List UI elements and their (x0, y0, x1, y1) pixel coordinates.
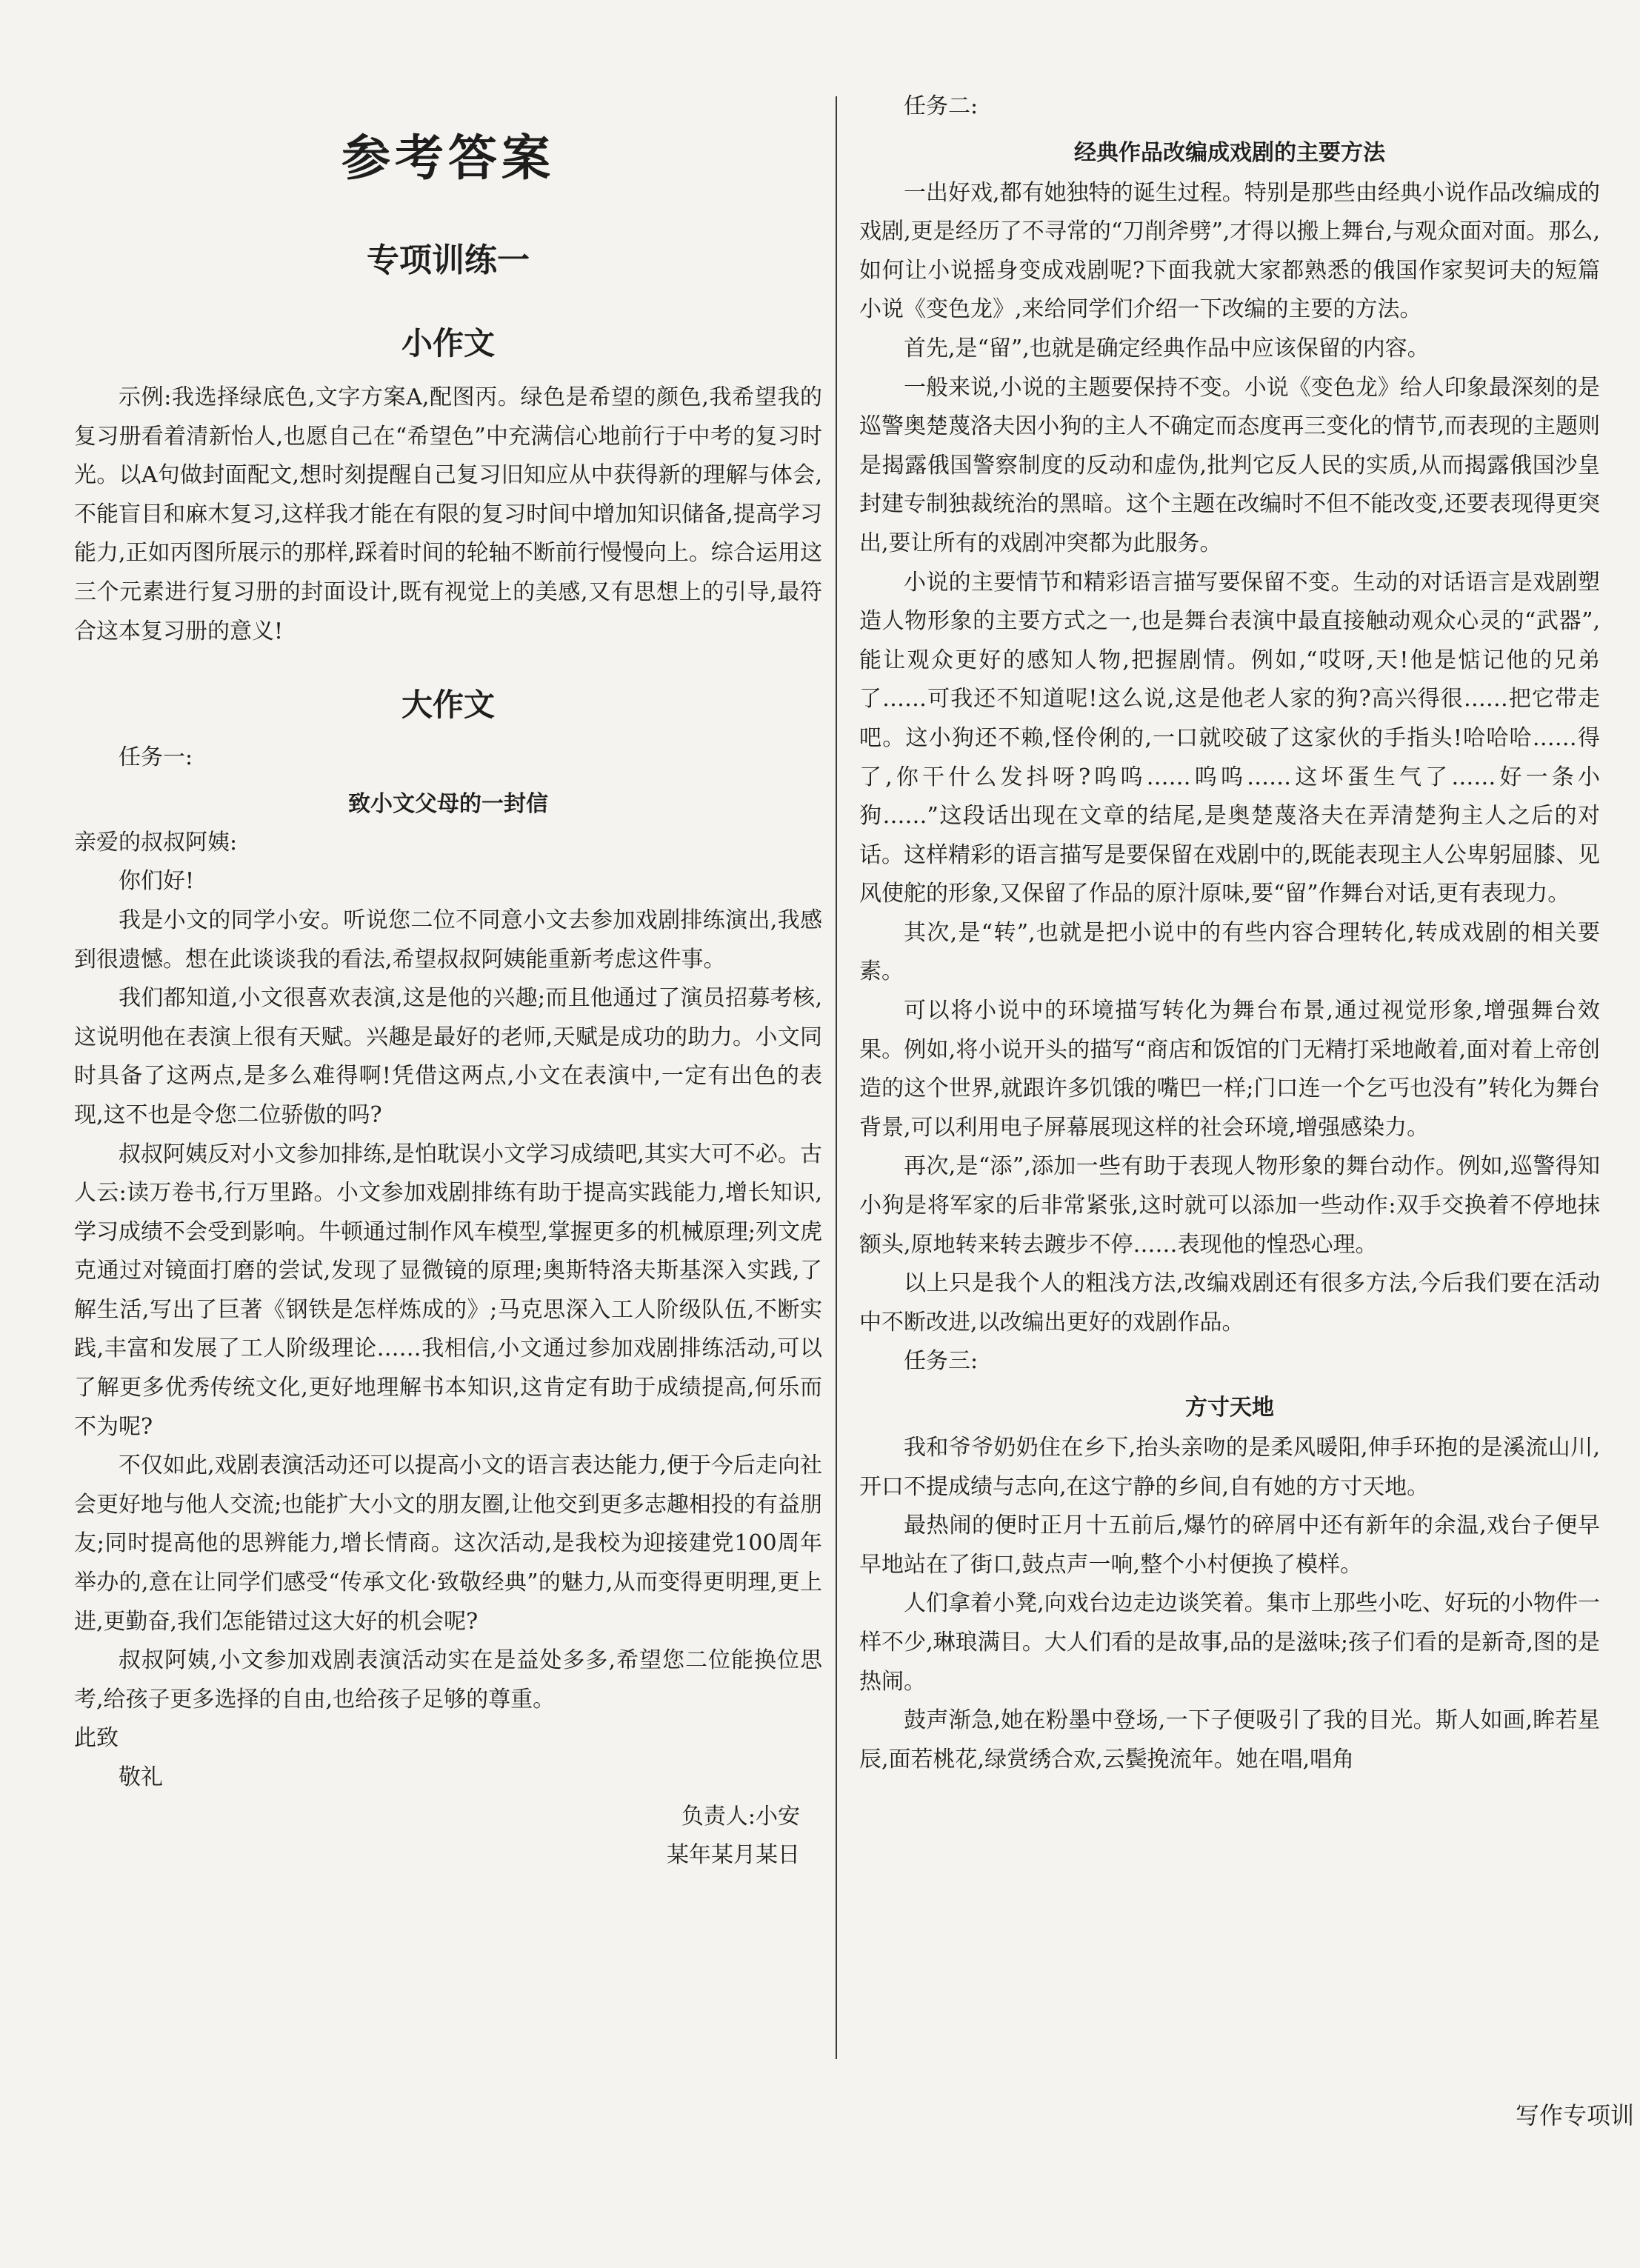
task2-paragraph: 再次,是“添”,添加一些有助于表现人物形象的舞台动作。例如,巡警得知小狗是将军家的后非常紧张,这时就可以添加一些动作:双手交换着不停地抹额头,原地转来转去踱步不停……表现他的惶恐心理。 (859, 1153, 1600, 1258)
letter-closing-2: 敬礼 (119, 1764, 163, 1790)
task1-label: 任务一: (119, 744, 193, 771)
letter-title: 致小文父母的一封信 (348, 790, 548, 817)
task3-paragraph: 最热闹的便时正月十五前后,爆竹的碎屑中还有新年的余温,戏台子便早早地站在了街口,鼓点声一响,整个小村便换了模样。 (859, 1512, 1600, 1578)
task2-label: 任务二: (904, 93, 979, 119)
letter-greeting: 你们好! (119, 868, 195, 895)
letter-paragraph: 我是小文的同学小安。听说您二位不同意小文去参加戏剧排练演出,我感到很遗憾。想在此谈谈我的看法,希望叔叔阿姨能重新考虑这件事。 (74, 907, 822, 973)
task2-paragraph: 可以将小说中的环境描写转化为舞台布景,通过视觉形象,增强舞台效果。例如,将小说开头的描写“商店和饭馆的门无精打采地敞着,面对着上帝创造的这个世界,就跟许多饥饿的嘴巴一样;门口连一个乞丐也没有”转化为舞台背景,可以利用电子屏幕展现这样的社会环境,增强感染力。 (859, 998, 1600, 1141)
task2-paragraph: 一出好戏,都有她独特的诞生过程。特别是那些由经典小说作品改编成的戏剧,更是经历了不寻常的“刀削斧劈”,才得以搬上舞台,与观众面对面。那么,如何让小说摇身变成戏剧呢?下面我就大家都熟悉的俄国作家契诃夫的短篇小说《变色龙》,来给同学们介绍一下改编的主要的方法。 (859, 179, 1600, 323)
task2-paragraph: 小说的主要情节和精彩语言描写要保留不变。生动的对话语言是戏剧塑造人物形象的主要方式之一,也是舞台表演中最直接触动观众心灵的“武器”,能让观众更好的感知人物,把握剧情。例如,“哎呀,天!他是惦记他的兄弟了……可我还不知道呢!这么说,这是他老人家的狗?高兴得很……把它带走吧。这小狗还不赖,怪伶俐的,一口就咬破了这家伙的手指头!哈哈哈……得了,你干什么发抖呀?呜呜……呜呜……这坏蛋生气了……好一条小狗……”这段话出现在文章的结尾,是奥楚蔑洛夫在弄清楚狗主人之后的对话。这样精彩的语言描写是要保留在戏剧中的,既能表现主人公卑躬屈膝、见风使舵的形象,又保留了作品的原汁原味,要“留”作舞台对话,更有表现力。 (859, 569, 1600, 907)
letter-paragraph: 不仅如此,戏剧表演活动还可以提高小文的语言表达能力,便于今后走向社会更好地与他人交流;也能扩大小文的朋友圈,让他交到更多志趣相投的有益朋友;同时提高他的思辨能力,增长情商。这次活动,是我校为迎接建党100周年举办的,意在让同学们感受“传承文化·致敬经典”的魅力,从而变得更明理,更上进,更勤奋,我们怎能错过这大好的机会呢? (74, 1452, 822, 1635)
right-column (859, 87, 1600, 1779)
task2-paragraph: 一般来说,小说的主题要保持不变。小说《变色龙》给人印象最深刻的是巡警奥楚蔑洛夫因小狗的主人不确定而态度再三变化的情节,而表现的主题则是揭露俄国警察制度的反动和虚伪,批判它反人民的实质,从而揭露俄国沙皇封建专制独裁统治的黑暗。这个主题在改编时不但不能改变,还要表现得更突出,要让所有的戏剧冲突都为此服务。 (859, 374, 1600, 556)
section-title: 专项训练一 (367, 241, 530, 279)
left-column (74, 89, 822, 1875)
small-essay-heading: 小作文 (401, 325, 495, 361)
page-footer: 写作专项训 (1515, 2101, 1634, 2129)
letter-closing-1: 此致 (74, 1725, 119, 1752)
task3-title: 方寸天地 (1185, 1395, 1274, 1421)
letter-signature: 负责人:小安 (681, 1803, 800, 1830)
page-title: 参考答案 (341, 129, 555, 187)
task2-paragraph: 以上只是我个人的粗浅方法,改编戏剧还有很多方法,今后我们要在活动中不断改进,以改编出更好的戏剧作品。 (859, 1270, 1600, 1335)
letter-paragraph: 我们都知道,小文很喜欢表演,这是他的兴趣;而且他通过了演员招募考核,这说明他在表演上很有天赋。兴趣是最好的老师,天赋是成功的助力。小文同时具备了这两点,是多么难得啊!凭借这两点,小文在表演中,一定有出色的表现,这不也是令您二位骄傲的吗? (74, 985, 822, 1128)
task3-label: 任务三: (904, 1348, 979, 1375)
task2-title: 经典作品改编成戏剧的主要方法 (1074, 139, 1385, 166)
letter-date: 某年某月某日 (667, 1842, 800, 1869)
letter-salutation: 亲爱的叔叔阿姨: (74, 829, 238, 855)
task2-paragraph: 其次,是“转”,也就是把小说中的有些内容合理转化,转成戏剧的相关要素。 (859, 919, 1600, 985)
letter-paragraph: 叔叔阿姨反对小文参加排练,是怕耽误小文学习成绩吧,其实大可不必。古人云:读万卷书,行万里路。小文参加戏剧排练有助于提高实践能力,增长知识,学习成绩不会受到影响。牛顿通过制作风车模型,掌握更多的机械原理;列文虎克通过对镜面打磨的尝试,发现了显微镜的原理;奥斯特洛夫斯基深入实践,了解生活,写出了巨著《钢铁是怎样炼成的》;马克思深入工人阶级队伍,不断实践,丰富和发展了工人阶级理论……我相信,小文通过参加戏剧排练活动,可以了解更多优秀传统文化,更好地理解书本知识,这肯定有助于成绩提高,何乐而不为呢? (74, 1141, 822, 1440)
small-essay-paragraph: 示例:我选择绿底色,文字方案A,配图丙。绿色是希望的颜色,我希望我的复习册看着清新怡人,也愿自己在“希望色”中充满信心地前行于中考的复习时光。以A句做封面配文,想时刻提醒自己复习旧知应从中获得新的理解与体会,不能盲目和麻木复习,这样我才能在有限的复习时间中增加知识储备,提高学习能力,正如丙图所展示的那样,踩着时间的轮轴不断前行慢慢向上。综合运用这三个元素进行复习册的封面设计,既有视觉上的美感,又有思想上的引导,最符合这本复习册的意义! (74, 384, 822, 644)
task2-paragraph: 首先,是“留”,也就是确定经典作品中应该保留的内容。 (904, 335, 1430, 361)
task3-paragraph: 鼓声渐急,她在粉墨中登场,一下子便吸引了我的目光。斯人如画,眸若星辰,面若桃花,绿赏绣合欢,云鬓挽流年。她在唱,唱角 (859, 1707, 1600, 1772)
task3-paragraph: 我和爷爷奶奶住在乡下,抬头亲吻的是柔风暖阳,伸手环抱的是溪流山川,开口不提成绩与志向,在这宁静的乡间,自有她的方寸天地。 (859, 1435, 1600, 1500)
big-essay-heading: 大作文 (401, 687, 495, 724)
column-divider (836, 96, 837, 2059)
task3-paragraph: 人们拿着小凳,向戏台边走边谈笑着。集市上那些小吃、好玩的小物件一样不少,琳琅满目。大人们看的是故事,品的是滋味;孩子们看的是新奇,图的是热闹。 (859, 1590, 1600, 1695)
letter-paragraph: 叔叔阿姨,小文参加戏剧表演活动实在是益处多多,希望您二位能换位思考,给孩子更多选择的自由,也给孩子足够的尊重。 (74, 1647, 822, 1712)
